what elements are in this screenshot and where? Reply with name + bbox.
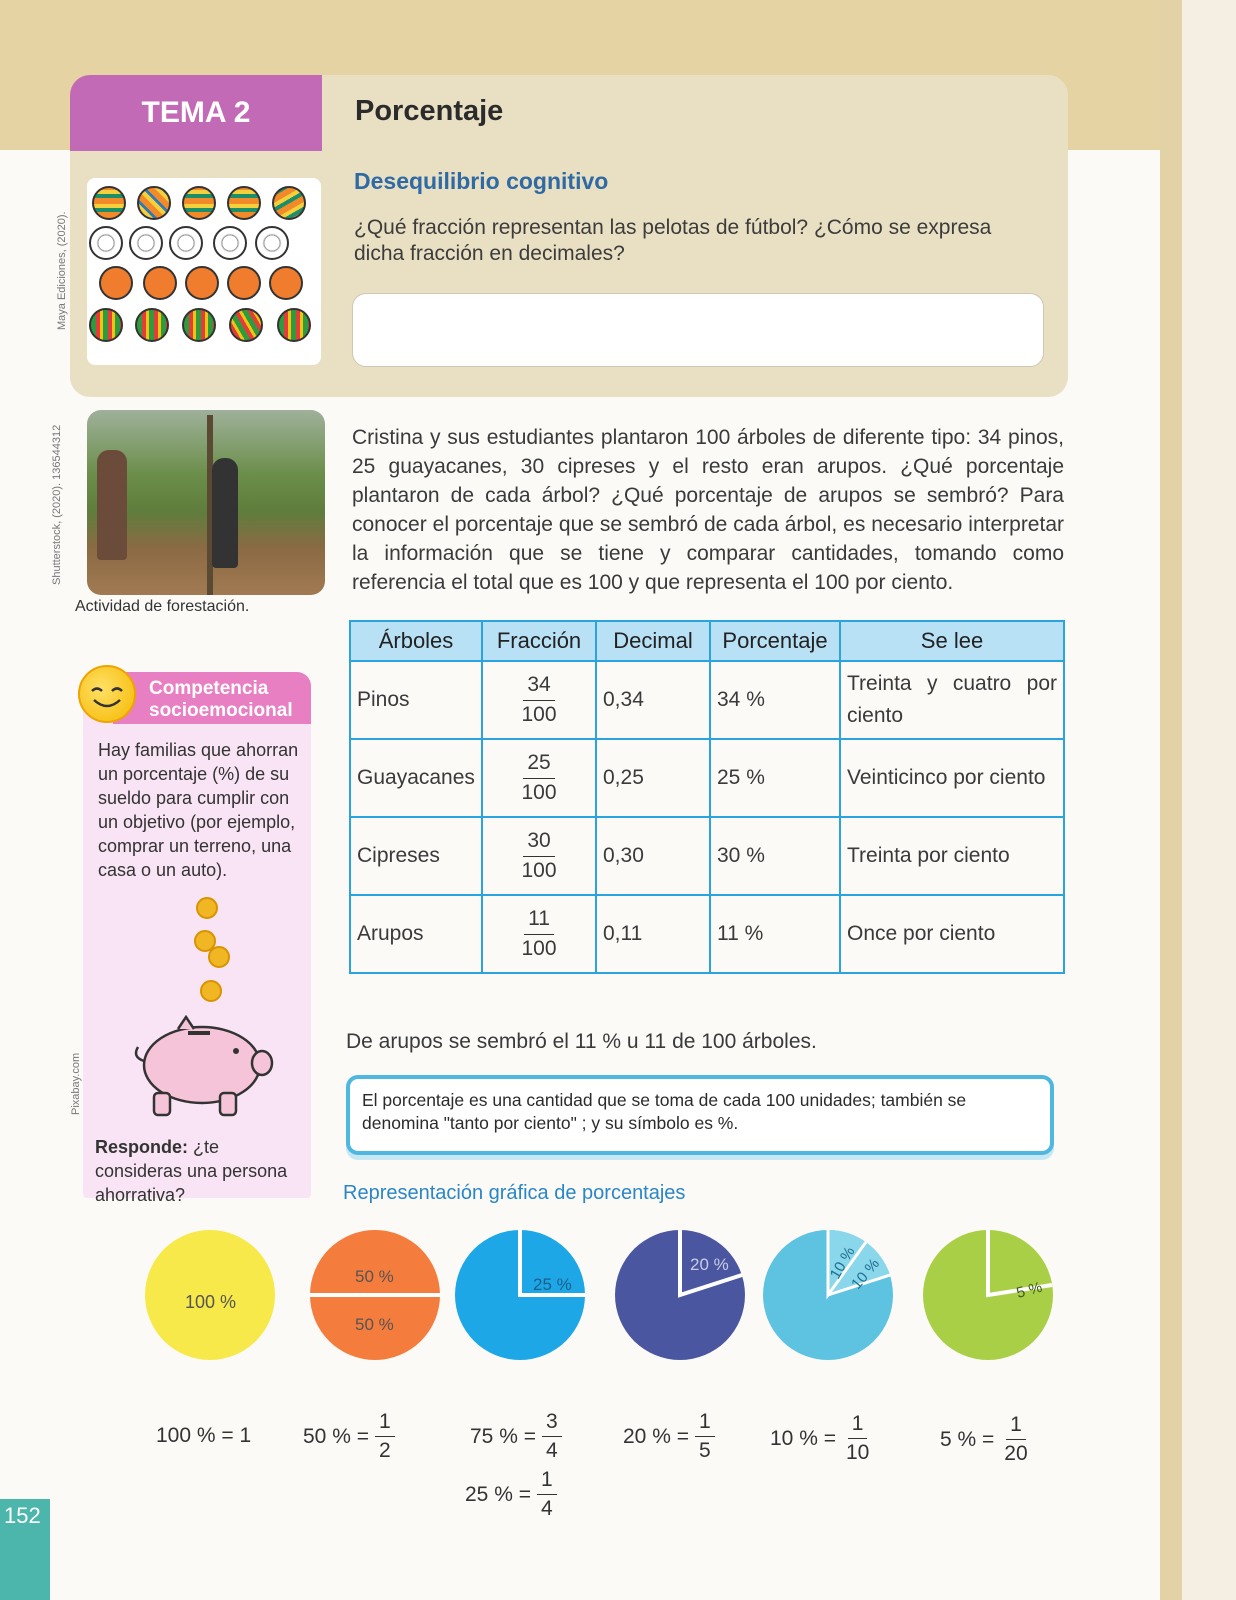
intro-paragraph: Cristina y sus estudiantes plantaron 100 árboles de diferente tipo: 34 pinos, 25 guayacanes, 30 cipreses y el resto eran arupos. ¿Qué porcentaje plantaron de cada árbol? ¿Qué porcentaje de arupos se sembró? Para conocer el porcentaje que se sembró de cada árbol, es necesario interpretar la información que se tiene y comparar cantidades, tomando como referencia el total que es 100 y que representa el 100 por ciento.	[352, 426, 1064, 594]
denominator: 100	[521, 858, 557, 882]
respond-label: Responde:	[95, 1137, 189, 1157]
photo-caption: Actividad de forestación.	[75, 598, 250, 615]
equality-lhs: 25 % =	[465, 1482, 531, 1506]
numerator: 1	[848, 1412, 868, 1439]
basketball-icon	[143, 266, 177, 300]
denominator: 100	[521, 936, 557, 960]
pie-100	[145, 1230, 275, 1360]
percent-cell: 11 %	[710, 895, 840, 973]
equality-lhs: 50 % =	[303, 1424, 369, 1448]
credit-pig: Pixabay.com	[70, 1052, 82, 1115]
table-row	[350, 661, 1064, 739]
denominator: 100	[521, 702, 557, 726]
numerator: 25	[523, 751, 554, 778]
ball-icon	[272, 186, 306, 220]
competencia-respond	[95, 1135, 310, 1207]
pie-25	[455, 1230, 585, 1360]
pie-label: 25 %	[533, 1275, 572, 1294]
column-header: Porcentaje	[710, 621, 840, 661]
arupos-sentence: De arupos se sembró el 11 % u 11 de 100 árboles.	[346, 1030, 817, 1053]
section-title-desequilibrio: Desequilibrio cognitivo	[354, 168, 609, 194]
ball-icon	[277, 308, 311, 342]
representation-title: Representación gráfica de porcentajes	[343, 1182, 686, 1204]
fraction-cell	[482, 895, 596, 973]
soccer-ball-icon	[255, 226, 289, 260]
ball-icon	[89, 308, 123, 342]
decimal-cell: 0,25	[596, 739, 710, 817]
numerator: 1	[1006, 1413, 1026, 1440]
page-title: Porcentaje	[355, 95, 504, 127]
fraction	[517, 673, 560, 726]
table-row	[350, 817, 1064, 895]
column-header: Fracción	[482, 621, 596, 661]
numerator: 3	[542, 1410, 562, 1437]
basketball-icon	[99, 266, 133, 300]
definition-text: El porcentaje es una cantidad que se toma de cada 100 unidades; también se denomina "tanto por ciento" ; y su símbolo es %.	[362, 1090, 967, 1133]
table-header-row	[350, 621, 1064, 661]
answer-box[interactable]	[352, 293, 1044, 367]
table-row	[350, 895, 1064, 973]
equality-10	[770, 1412, 873, 1465]
fraction-cell	[482, 739, 596, 817]
ball-icon	[229, 308, 263, 342]
percent-cell: 34 %	[710, 661, 840, 739]
ball-icon	[227, 186, 261, 220]
basketball-icon	[185, 266, 219, 300]
denominator: 2	[378, 1439, 391, 1463]
reading-cell: Veinticinco por ciento	[840, 739, 1064, 817]
credit-photo: Shutterstock, (2020). 136544312	[51, 424, 63, 585]
tema-label: TEMA 2	[70, 75, 322, 151]
pie-label: 20 %	[690, 1255, 729, 1274]
decimal-cell: 0,34	[596, 661, 710, 739]
reading-cell: Treinta por ciento	[840, 817, 1064, 895]
equality-lhs: 20 % =	[623, 1424, 689, 1448]
trees-table	[349, 620, 1065, 974]
equality-5	[940, 1413, 1032, 1466]
pie-label: 100 %	[185, 1292, 237, 1312]
balls-illustration	[87, 178, 321, 365]
pie-50	[310, 1230, 440, 1360]
coin-icon	[208, 946, 230, 968]
person-figure	[212, 458, 238, 568]
competencia-header	[113, 672, 311, 724]
decimal-cell: 0,30	[596, 817, 710, 895]
fraction	[1000, 1413, 1031, 1466]
fraction	[517, 907, 560, 960]
equality-20	[623, 1410, 715, 1463]
equality-lhs: 10 % =	[770, 1426, 836, 1450]
column-header: Decimal	[596, 621, 710, 661]
numerator: 11	[524, 907, 554, 934]
fraction-cell	[482, 817, 596, 895]
competencia-text: Hay familias que ahorran un porcentaje (%) de su sueldo para cumplir con un objetivo (por ejemplo, comprar un terreno, una casa o un auto).	[98, 740, 299, 880]
numerator: 1	[537, 1468, 557, 1495]
fraction	[375, 1410, 395, 1463]
ball-icon	[92, 186, 126, 220]
tree-name: Pinos	[350, 661, 482, 739]
basketball-icon	[227, 266, 261, 300]
column-header: Árboles	[350, 621, 482, 661]
percent-cell: 30 %	[710, 817, 840, 895]
equality-75	[470, 1410, 562, 1463]
soccer-ball-icon	[129, 226, 163, 260]
fraction	[695, 1410, 715, 1463]
page-number: 152	[0, 1499, 50, 1600]
fraction	[537, 1468, 557, 1521]
column-header: Se lee	[840, 621, 1064, 661]
fraction	[517, 751, 560, 804]
ball-icon	[135, 308, 169, 342]
percentage-circles	[0, 1230, 1236, 1380]
equality-lhs: 75 % =	[470, 1424, 536, 1448]
denominator: 4	[540, 1497, 553, 1521]
numerator: 1	[375, 1410, 395, 1437]
pie-10	[763, 1230, 893, 1360]
person-figure	[97, 450, 127, 560]
reading-cell: Treinta y cuatro por ciento	[840, 661, 1064, 739]
ball-icon	[137, 186, 171, 220]
denominator: 20	[1004, 1442, 1028, 1466]
numerator: 1	[695, 1410, 715, 1437]
fraction-cell	[482, 661, 596, 739]
piggy-bank-icon	[130, 1015, 280, 1125]
denominator: 10	[845, 1441, 870, 1465]
forestation-photo	[87, 410, 325, 595]
numerator: 30	[523, 829, 554, 856]
pie-label: 50 %	[355, 1267, 394, 1286]
table-row	[350, 739, 1064, 817]
respond-question: ¿te consideras una persona ahorrativa?	[95, 1137, 288, 1205]
credit-balls: Maya Ediciones, (2020).	[56, 211, 68, 330]
percent-cell: 25 %	[710, 739, 840, 817]
denominator: 5	[698, 1439, 711, 1463]
soccer-ball-icon	[169, 226, 203, 260]
ball-icon	[182, 308, 216, 342]
ball-icon	[182, 186, 216, 220]
smiley-icon	[78, 665, 136, 723]
denominator: 100	[521, 780, 557, 804]
denominator: 4	[545, 1439, 558, 1463]
soccer-ball-icon	[213, 226, 247, 260]
pie-label: 10 %	[826, 1243, 859, 1282]
numerator: 34	[523, 673, 554, 700]
fraction	[842, 1412, 873, 1465]
soccer-ball-icon	[89, 226, 123, 260]
basketball-icon	[269, 266, 303, 300]
tree-name: Arupos	[350, 895, 482, 973]
desequilibrio-question: ¿Qué fracción representan las pelotas de fútbol? ¿Cómo se expresa dicha fracción en decimales?	[354, 216, 992, 265]
equality-lhs: 5 % =	[940, 1427, 995, 1451]
pie-label: 50 %	[355, 1315, 394, 1334]
reading-cell: Once por ciento	[840, 895, 1064, 973]
coin-icon	[200, 980, 222, 1002]
pie-20	[615, 1230, 745, 1360]
decimal-cell: 0,11	[596, 895, 710, 973]
fraction	[542, 1410, 562, 1463]
competencia-title-line1: Competencia	[149, 678, 269, 699]
equality-100	[156, 1424, 251, 1448]
tree-name: Guayacanes	[350, 739, 482, 817]
fraction	[517, 829, 560, 882]
pie-label: 10 %	[848, 1255, 884, 1293]
coin-icon	[196, 897, 218, 919]
competencia-title-line2: socioemocional	[149, 700, 293, 721]
equality-text: 100 % = 1	[156, 1424, 252, 1447]
pie-label: 5 %	[1014, 1278, 1045, 1302]
tree-name: Cipreses	[350, 817, 482, 895]
equality-50	[303, 1410, 395, 1463]
equality-25	[465, 1468, 557, 1521]
pie-5	[923, 1230, 1053, 1360]
